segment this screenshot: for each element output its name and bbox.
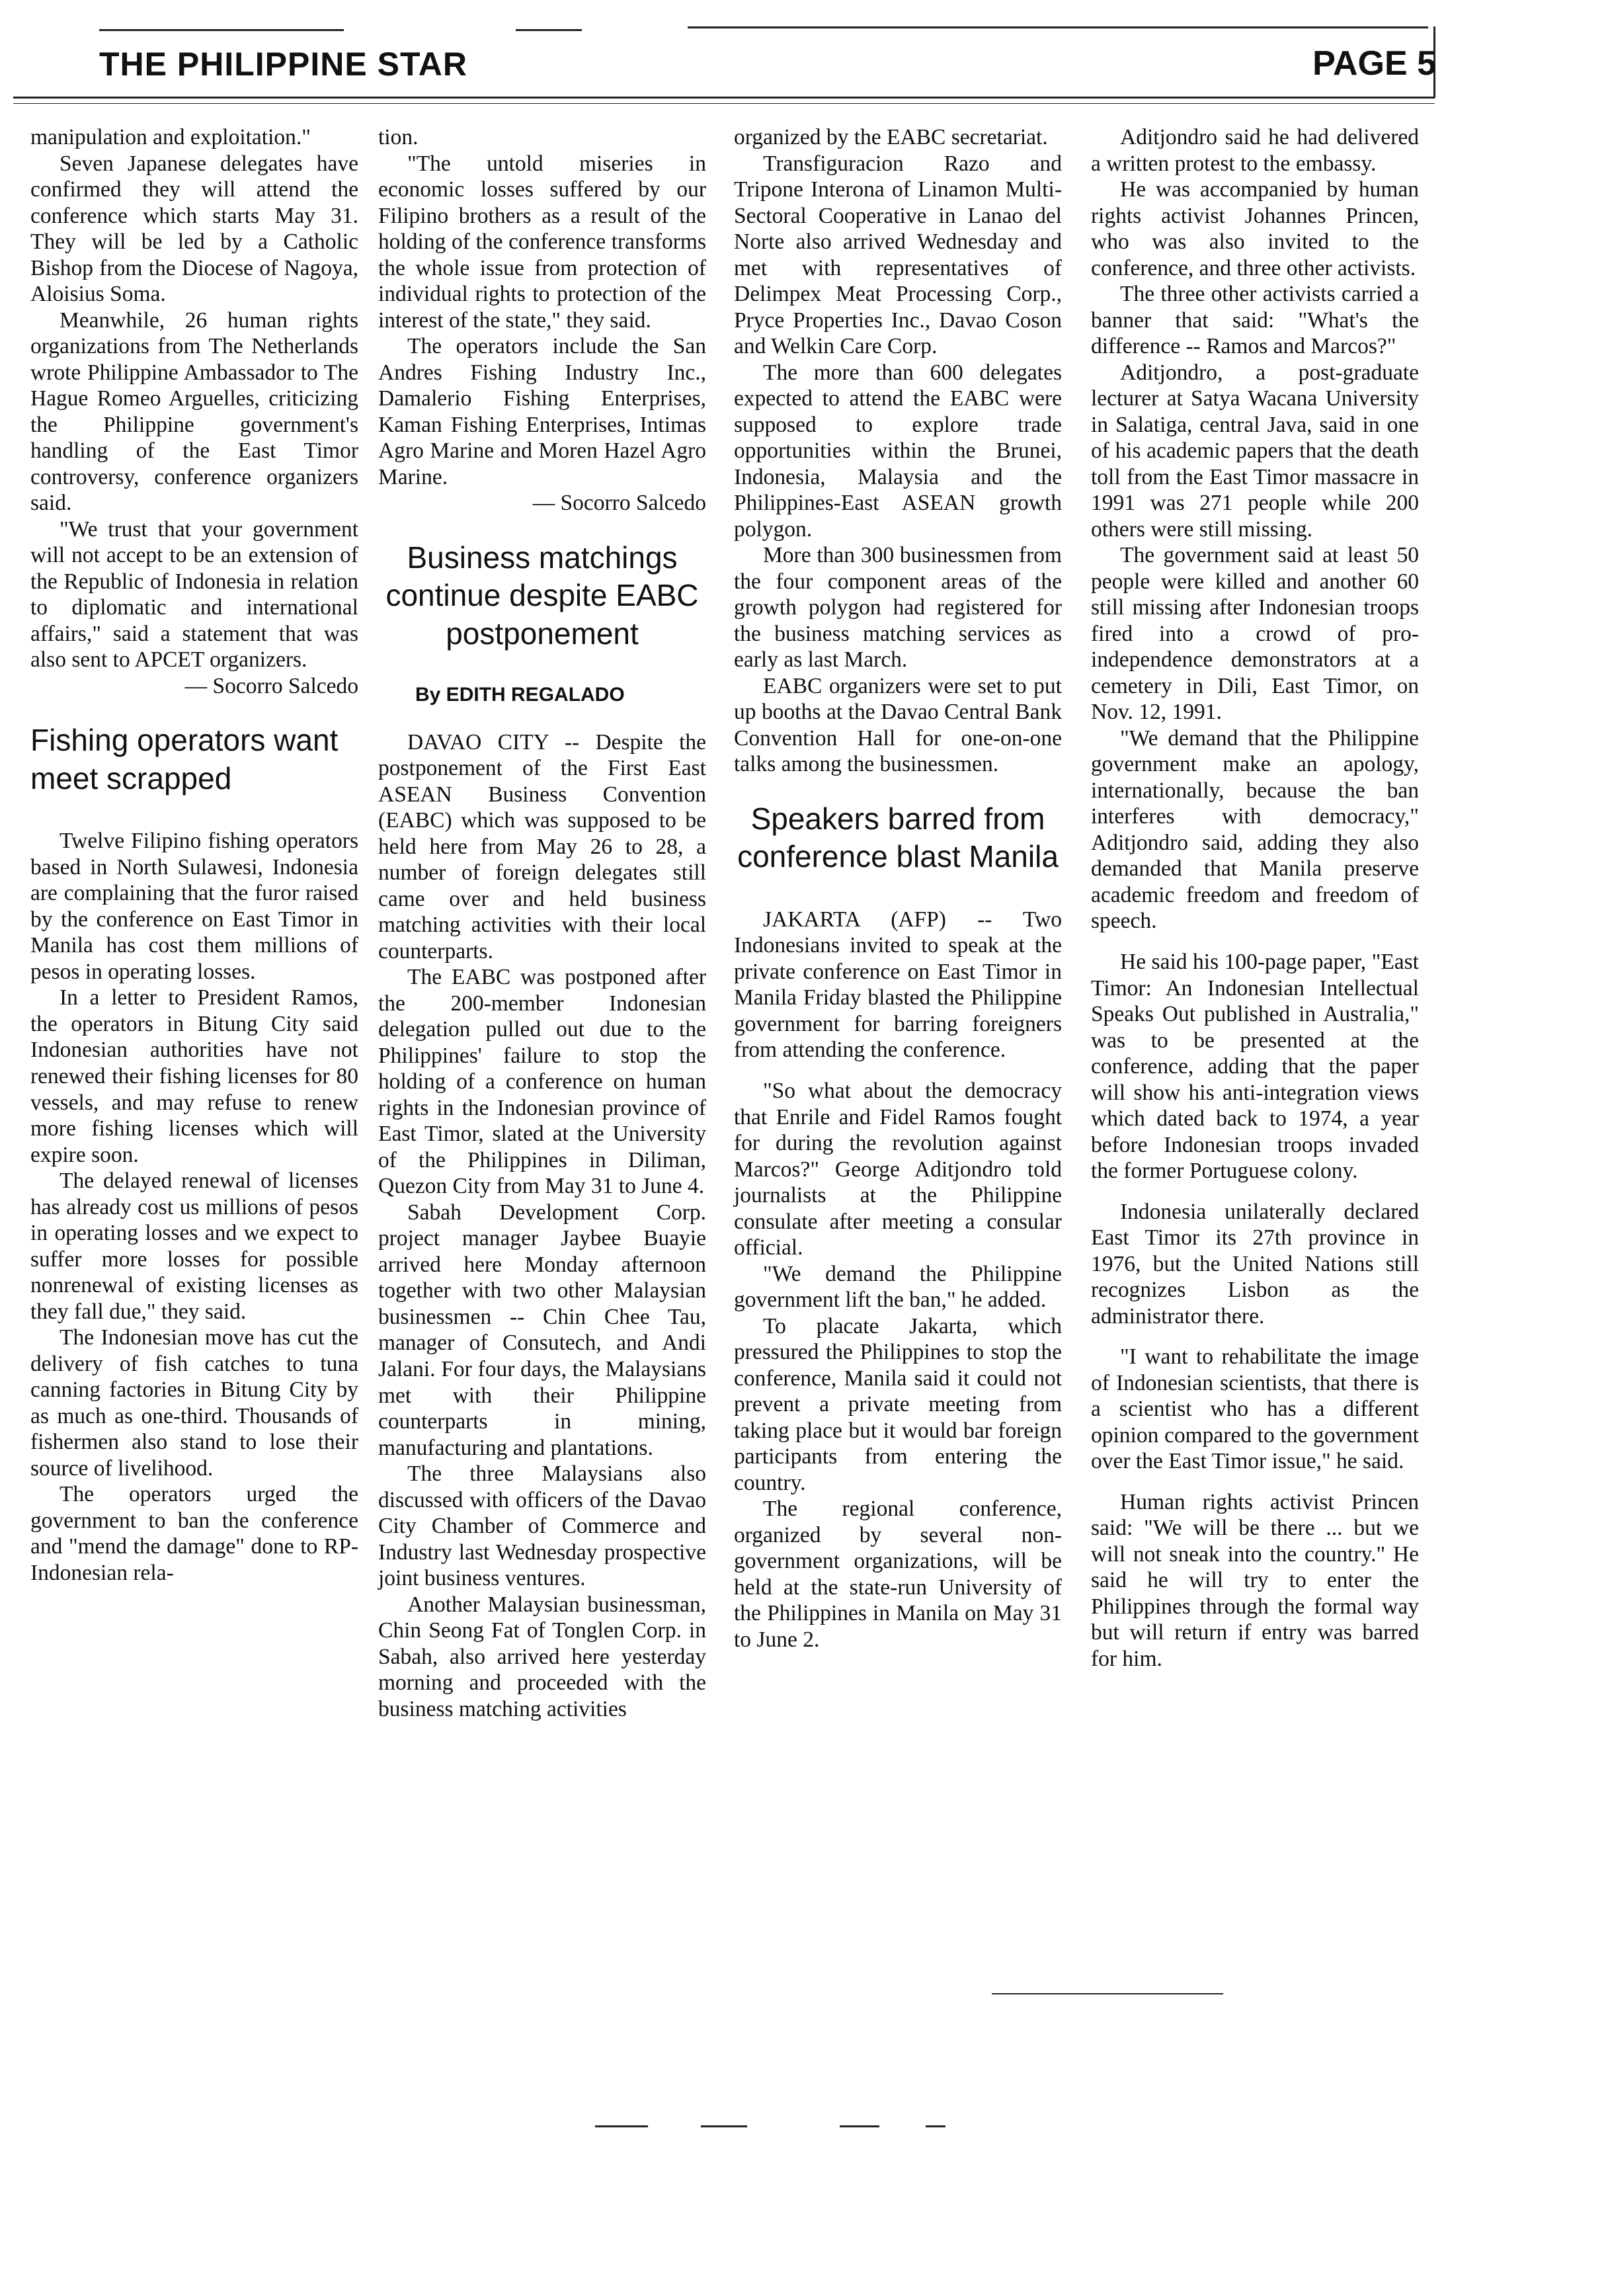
footer-dash — [926, 2125, 945, 2127]
paragraph: The regional conference, organized by several non-government organizations, will be held at the state-run University of the Philippines in Manila on May 31 to June 2. — [734, 1496, 1062, 1652]
paragraph: organized by the EABC secretariat. — [734, 125, 1048, 149]
paragraph: DAVAO CITY -- Despite the postponement of the First East ASEAN Business Convention (EABC) which was supposed to be held here from May 26 to 28, a number of foreign delegates still came over and held business matching activities with their local counterparts. — [378, 729, 706, 964]
paragraph: Twelve Filipino fishing operators based in North Sulawesi, Indonesia are complaining that the furor raised by the conference on East Timor in Manila has cost them millions of pesos in operating losses. — [30, 829, 358, 984]
paragraph: "We demand that the Philippine government make an apology, internationally, because the ban interferes with democracy," Aditjondro said, adding they also demanded that Manila preserve academic freedom and freedom of speech. — [1091, 725, 1419, 934]
paragraph: "So what about the democracy that Enrile and Fidel Ramos fought for during the revolution against Marcos?" George Aditjondro told journalists at the Philippine consulate after meeting a consular official. — [734, 1078, 1062, 1260]
paragraph: The operators urged the government to ban the conference and "mend the damage" done to RP-Indonesian rela- — [30, 1482, 358, 1585]
column-1 — [30, 124, 358, 1586]
paragraph: EABC organizers were set to put up booths at the Davao Central Bank Convention Hall for one-on-one talks among the businessmen. — [734, 673, 1062, 777]
byline-signature: — Socorro Salcedo — [184, 673, 358, 698]
paragraph: The Indonesian move has cut the delivery of fish catches to tuna canning factories in Bitung City by as much as one-third. Thousands of fishermen also stand to lose their source of livelihood. — [30, 1325, 358, 1481]
column-2 — [378, 124, 706, 1722]
paragraph: Indonesia unilaterally declared East Timor its 27th province in 1976, but the United Nations still recognizes Lisbon as the administrator there. — [1091, 1199, 1419, 1329]
paragraph: Another Malaysian businessman, Chin Seong Fat of Tonglen Corp. in Sabah, also arrived here yesterday morning and proceeded with the business matching activities — [378, 1592, 706, 1721]
column-4 — [1091, 124, 1419, 1672]
paragraph: "We demand the Philippine government lift the ban," he added. — [734, 1261, 1062, 1313]
footer-dash — [701, 2125, 747, 2127]
top-rule-left — [99, 29, 344, 31]
headline-eabc: Business matchings continue despite EABC postponement — [385, 540, 699, 651]
footer-dash — [840, 2125, 879, 2127]
column-3 — [734, 124, 1062, 1653]
paragraph: Aditjondro, a post-graduate lecturer at Satya Wacana University in Salatiga, central Java, said in one of his academic papers that the death toll from the East Timor massacre in 1991 was 271 people while 200 others were still missing. — [1091, 360, 1419, 542]
paragraph: The government said at least 50 people were killed and another 60 still missing after Indonesian troops fired into a crowd of pro- independence demonstrators at a cemetery in Dili, East Timor, on Nov. 12, 1991. — [1091, 543, 1419, 725]
paragraph: "I want to rehabilitate the image of Indonesian scientists, that there is a scientist who has a different opinion compared to the government over the East Timor issue," he said. — [1091, 1344, 1419, 1474]
paragraph: More than 300 businessmen from the four component areas of the growth polygon had registered for the business matching services as early as last March. — [734, 543, 1062, 673]
end-rule — [992, 1993, 1223, 1994]
paragraph: The delayed renewal of licenses has already cost us millions of pesos in operating losses and we expect to suffer more losses for possible nonrenewal of existing licenses as they fall due," they said. — [30, 1168, 358, 1324]
header-rule-thin — [13, 103, 1435, 104]
paragraph: manipulation and exploitation." — [30, 125, 311, 149]
paragraph: Aditjondro said he had delivered a written protest to the embassy. — [1091, 125, 1419, 176]
footer-dash — [595, 2125, 648, 2127]
paragraph: "We trust that your government will not accept to be an extension of the Republic of Indonesia in relation to diplomatic and international affairs," said a statement that was also sent to APCET organizers. — [30, 516, 358, 673]
paragraph: He said his 100-page paper, "East Timor: An Indonesian Intellectual Speaks Out published in Australia," was to be presented at the conference, adding that the paper will show his anti-integration views which dated back to 1974, a year before Indonesian troops invaded the former Portuguese colony. — [1091, 949, 1419, 1184]
paragraph: The three Malaysians also discussed with officers of the Davao City Chamber of Commerce and Industry last Wednesday prospective joint business ventures. — [378, 1461, 706, 1591]
header-rule — [13, 97, 1435, 99]
paragraph: Human rights activist Princen said: "We will be there ... but we will not sneak into the country." He said he will try to enter the Philippines through the formal way but will return if entry was barred for him. — [1091, 1489, 1419, 1671]
paragraph: The more than 600 delegates expected to attend the EABC were supposed to explore trade opportunities within the Brunei, Indonesia, Malaysia and the Philippines-East ASEAN growth polygon. — [734, 360, 1062, 542]
paragraph: To placate Jakarta, which pressured the Philippines to stop the conference, Manila said it could not prevent a private meeting from taking place but it would bar foreign participants from entering the country. — [734, 1313, 1062, 1495]
headline-speakers: Speakers barred from conference blast Manila — [737, 801, 1059, 874]
paragraph: Transfiguracion Razo and Tripone Interona of Linamon Multi- Sectoral Cooperative in Lanao del Norte also arrived Wednesday and met with representatives of Delimpex Meat Processing Corp., Pryce Properties Inc., Davao Coson and Welkin Care Corp. — [734, 151, 1062, 359]
paragraph: tion. — [378, 125, 419, 149]
page-number: PAGE 5 — [1312, 44, 1436, 83]
byline: By EDITH REGALADO — [415, 684, 625, 706]
paragraph: The three other activists carried a banner that said: "What's the difference -- Ramos and Marcos?" — [1091, 282, 1419, 359]
paragraph: Seven Japanese delegates have confirmed they will attend the conference which starts May 31. They will be led by a Catholic Bishop from the Diocese of Nagoya, Aloisius Soma. — [30, 151, 358, 307]
paragraph: In a letter to President Ramos, the operators in Bitung City said Indonesian authorities have not renewed their fishing licenses for 80 vessels, and may refuse to renew more fishing licenses which will expire soon. — [30, 985, 358, 1167]
byline-signature: — Socorro Salcedo — [532, 491, 706, 516]
paragraph: Meanwhile, 26 human rights organizations from The Netherlands wrote Philippine Ambassador to The Hague Romeo Arguelles, criticizing the Philippine government's handling of the East Timor controversy, conference organizers said. — [30, 308, 358, 516]
paragraph: The EABC was postponed after the 200-member Indonesian delegation pulled out due to the Philippines' failure to stop the holding of a conference on human rights in the Indonesian province of East Timor, slated at the University of the Philippines in Diliman, Quezon City from May 31 to June 4. — [378, 965, 706, 1199]
paragraph: "The untold miseries in economic losses suffered by our Filipino brothers as a result of the holding of the conference transforms the whole issue from protection of individual rights to protection of the interest of the state," they said. — [378, 151, 706, 333]
headline-fishing: Fishing operators want meet scrapped — [30, 723, 339, 796]
top-rule-right — [688, 26, 1428, 28]
paragraph: Sabah Development Corp. project manager Jaybee Buayie arrived here Monday afternoon together with two other Malaysian businessmen -- Chin Chee Tau, manager of Consutech, and Andi Jalani. For four days, the Malaysians met with their Philippine counterparts in mining, manufacturing and plantations. — [378, 1200, 706, 1460]
paragraph: The operators include the San Andres Fishing Industry Inc., Damalerio Fishing Enterprises, Kaman Fishing Enterprises, Intimas Agro Marine and Moren Hazel Agro Marine. — [378, 334, 706, 489]
top-rule-mid — [516, 29, 582, 31]
paragraph: He was accompanied by human rights activist Johannes Princen, who was also invited to the conference, and three other activists. — [1091, 177, 1419, 280]
paragraph: JAKARTA (AFP) -- Two Indonesians invited to speak at the private conference on East Timor in Manila Friday blasted the Philippine government for barring foreigners from attending the conference. — [734, 907, 1062, 1063]
masthead: THE PHILIPPINE STAR — [99, 46, 468, 83]
